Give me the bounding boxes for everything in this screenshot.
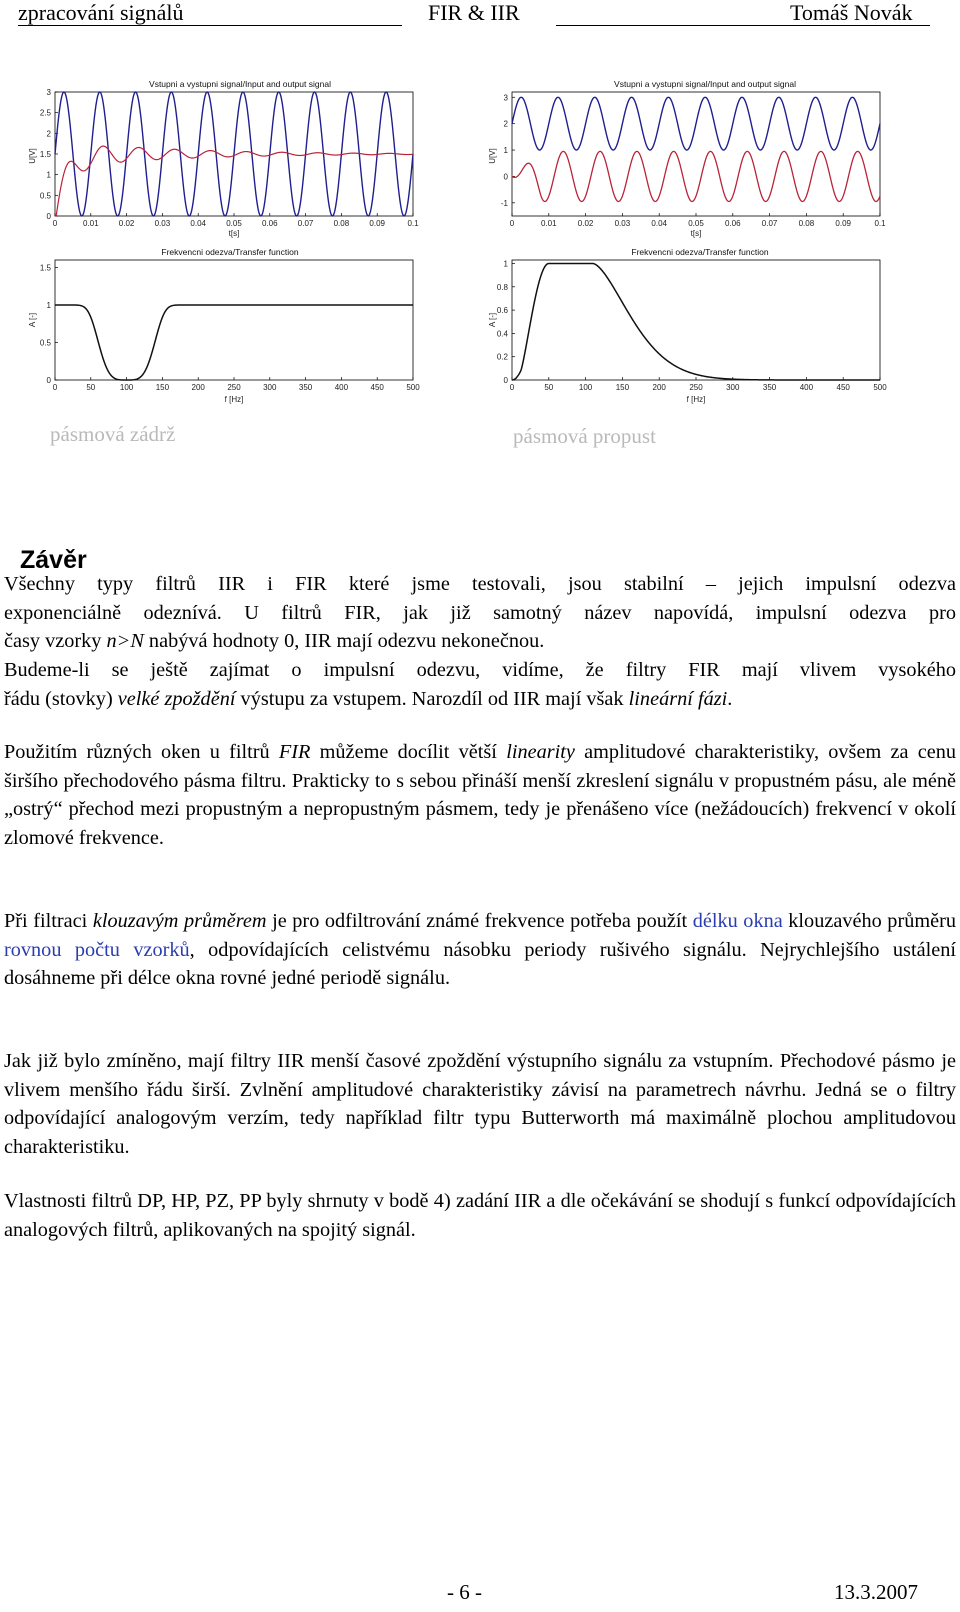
x-tick-label: 250 xyxy=(227,383,241,392)
y-tick-label: 0.5 xyxy=(39,191,51,201)
x-tick-label: 200 xyxy=(191,383,205,392)
x-tick-label: 200 xyxy=(652,383,666,392)
y-tick-label: 1 xyxy=(503,146,508,156)
y-tick-label: 1.5 xyxy=(39,150,51,159)
time-plot-xlabel: t[s] xyxy=(228,229,240,238)
x-tick-label: 350 xyxy=(298,383,313,392)
emphasis-delay: velké zpoždění xyxy=(117,687,236,710)
x-tick-label: 0.1 xyxy=(874,219,886,228)
x-tick-label: 0.06 xyxy=(262,219,278,228)
x-tick-label: 0 xyxy=(509,219,515,228)
x-tick-label: 250 xyxy=(689,383,703,392)
footer-date: 13.3.2007 xyxy=(834,1580,918,1604)
header-author: Tomáš Novák xyxy=(790,0,913,25)
x-tick-label: 0.07 xyxy=(761,219,778,228)
x-tick-label: 0.08 xyxy=(798,219,815,228)
y-tick-label: 1 xyxy=(46,170,51,180)
header-topic: FIR & IIR xyxy=(428,0,520,25)
y-tick-label: 0 xyxy=(46,376,51,385)
page-number: - 6 - xyxy=(447,1580,482,1604)
time-plot-ylabel: U[V] xyxy=(28,148,37,164)
time-plot-xlabel: t[s] xyxy=(690,229,702,238)
y-tick-label: 1 xyxy=(503,259,508,269)
x-tick-label: 0.02 xyxy=(577,219,594,228)
x-tick-label: 400 xyxy=(799,383,814,392)
y-tick-label: 0.6 xyxy=(496,306,508,316)
x-tick-label: 0.09 xyxy=(835,219,851,228)
freq-plot-xlabel: f [Hz] xyxy=(686,395,706,404)
y-tick-label: 0.2 xyxy=(496,352,508,362)
y-tick-label: 0.4 xyxy=(496,329,508,339)
y-tick-label: 3 xyxy=(46,88,51,97)
x-tick-label: 0.06 xyxy=(725,219,741,228)
emphasis-linear-phase: lineární fázi xyxy=(628,687,728,710)
x-tick-label: 150 xyxy=(155,383,170,392)
x-tick-label: 0.09 xyxy=(369,219,385,228)
y-tick-label: 0.8 xyxy=(496,282,508,292)
y-tick-label: 0 xyxy=(46,212,51,221)
x-tick-label: 0.07 xyxy=(297,219,314,228)
paragraph-impulse-response xyxy=(4,656,956,713)
freq-plot-frame xyxy=(55,260,413,380)
y-tick-label: 2.5 xyxy=(39,108,51,118)
x-tick-label: 0.05 xyxy=(226,219,242,228)
freq-plot-title: Frekvencni odezva/Transfer function xyxy=(161,247,299,257)
x-tick-label: 500 xyxy=(873,383,887,392)
paragraph-line: řádu (stovky) velké zpoždění výstupu za vstupem. Narozdíl od IIR mají však lineární fázi. xyxy=(4,687,733,710)
freq-plot-ylabel: A [-] xyxy=(28,312,37,328)
x-tick-label: 500 xyxy=(406,383,420,392)
time-plot-ylabel: U[V] xyxy=(488,148,497,164)
x-tick-label: 0.04 xyxy=(651,219,667,228)
header-subject: zpracování signálů xyxy=(18,0,184,25)
x-tick-label: 450 xyxy=(370,383,384,392)
x-tick-label: 0.02 xyxy=(118,219,135,228)
x-tick-label: 350 xyxy=(762,383,777,392)
freq-plot-frame xyxy=(512,260,880,380)
freq-plot-title: Frekvencni odezva/Transfer function xyxy=(631,247,769,257)
paragraph-line: časy vzorky n>N nabývá hodnoty 0, IIR mají odezvu nekonečnou. xyxy=(4,630,545,653)
x-tick-label: 0.03 xyxy=(614,219,631,228)
x-tick-label: 0.01 xyxy=(83,219,99,228)
highlight-sample-count: rovnou počtu vzorků xyxy=(4,938,190,961)
y-tick-label: 3 xyxy=(503,93,508,103)
paragraph-summary: Vlastnosti filtrů DP, HP, PZ, PP byly shrnuty v bodě 4) zadání IIR a dle očekávání se shodují s funkcí odpovídajících analogových filtrů, aplikovaných na spojitý signál. xyxy=(4,1190,956,1241)
paragraph-moving-average: Při filtraci klouzavým průměrem je pro odfiltrování známé frekvence potřeba použít délku okna klouzavého průměru rovnou počtu vzorků, odpovídajících celistvému násobku periody rušivého signálu. Nejrychlejšího ustálení dosáhneme při délce okna rovné jedné periodě signálu. xyxy=(4,910,957,990)
y-tick-label: 0 xyxy=(503,376,508,385)
caption-band-stop: pásmová zádrž xyxy=(50,422,176,446)
section-title: Závěr xyxy=(20,546,87,574)
x-tick-label: 450 xyxy=(836,383,850,392)
y-tick-label: 2 xyxy=(503,119,508,129)
math-n-gt-N: n>N xyxy=(106,630,144,653)
x-tick-label: 0.01 xyxy=(541,219,557,228)
paragraph-line: Budeme-li se ještě zajímat o impulsní odezvu, vidíme, že filtry FIR mají vlivem vysokého xyxy=(4,659,956,681)
x-tick-label: 300 xyxy=(726,383,740,392)
freq-plot-xlabel: f [Hz] xyxy=(224,395,244,404)
x-tick-label: 50 xyxy=(544,383,554,392)
y-tick-label: 2 xyxy=(46,129,51,139)
x-tick-label: 0.1 xyxy=(407,219,419,228)
y-tick-label: -1 xyxy=(500,198,508,208)
emphasis-fir: FIR xyxy=(278,741,311,763)
x-tick-label: 0 xyxy=(52,219,58,228)
y-tick-label: 0 xyxy=(503,172,508,182)
highlight-window-length: délku okna xyxy=(692,910,783,932)
x-tick-label: 400 xyxy=(334,383,349,392)
emphasis-linearity: linearity xyxy=(506,741,575,763)
y-tick-label: 1.5 xyxy=(39,263,51,273)
x-tick-label: 0.05 xyxy=(688,219,704,228)
time-plot-title: Vstupni a vystupni signal/Input and output signal xyxy=(614,79,796,89)
x-tick-label: 0.03 xyxy=(154,219,171,228)
x-tick-label: 150 xyxy=(615,383,630,392)
x-tick-label: 0 xyxy=(52,383,58,392)
y-tick-label: 0.5 xyxy=(39,338,51,348)
figure-band-stop xyxy=(30,76,430,406)
x-tick-label: 50 xyxy=(86,383,96,392)
x-tick-label: 300 xyxy=(263,383,277,392)
x-tick-label: 0 xyxy=(509,383,515,392)
paragraph-line: exponenciálně odeznívá. U filtrů FIR, jak již samotný název napovídá, impulsní odezva pro xyxy=(4,601,956,624)
x-tick-label: 100 xyxy=(119,383,134,392)
paragraph-iir: Jak již bylo zmíněno, mají filtry IIR menší časové zpoždění výstupního signálu za vstupním. Přechodové pásmo je vlivem menšího řádu širší. Zvlnění amplitudové charakteristiky závisí na parametrech návrhu. Jedná se o filtry odpovídající analogovým verzím, tedy například filtr typu Butterworth má maximálně plochou amplitudovou charakteristiku. xyxy=(4,1050,956,1158)
caption-band-pass: pásmová propust xyxy=(513,424,656,448)
freq-plot-ylabel: A [-] xyxy=(488,312,497,328)
x-tick-label: 0.08 xyxy=(333,219,350,228)
paragraph-windows: Použitím různých oken u filtrů FIR můžeme docílit větší linearity amplitudové charakteristiky, ovšem za cenu širšího přechodového pásma filtru. Prakticky to s sebou přináší menší zkreslení signálu v propustném pásu, ale méně „ostrý“ přechod mezi propustným a nepropustným pásmem, tedy je přenášeno více (nežádoucích) frekvencí v okolí zlomové frekvence. xyxy=(4,741,956,849)
time-plot-title: Vstupni a vystupni signal/Input and output signal xyxy=(149,79,331,89)
y-tick-label: 1 xyxy=(46,301,51,310)
figure-band-pass xyxy=(490,76,900,406)
header-rule-left xyxy=(18,25,402,26)
paragraph-stability xyxy=(4,570,956,656)
paragraph-line: Všechny typy filtrů IIR i FIR které jsme testovali, jsou stabilní – jejich impulsní odezva xyxy=(4,573,956,595)
x-tick-label: 100 xyxy=(578,383,593,392)
x-tick-label: 0.04 xyxy=(190,219,206,228)
emphasis-moving-average: klouzavým průměrem xyxy=(92,910,267,932)
